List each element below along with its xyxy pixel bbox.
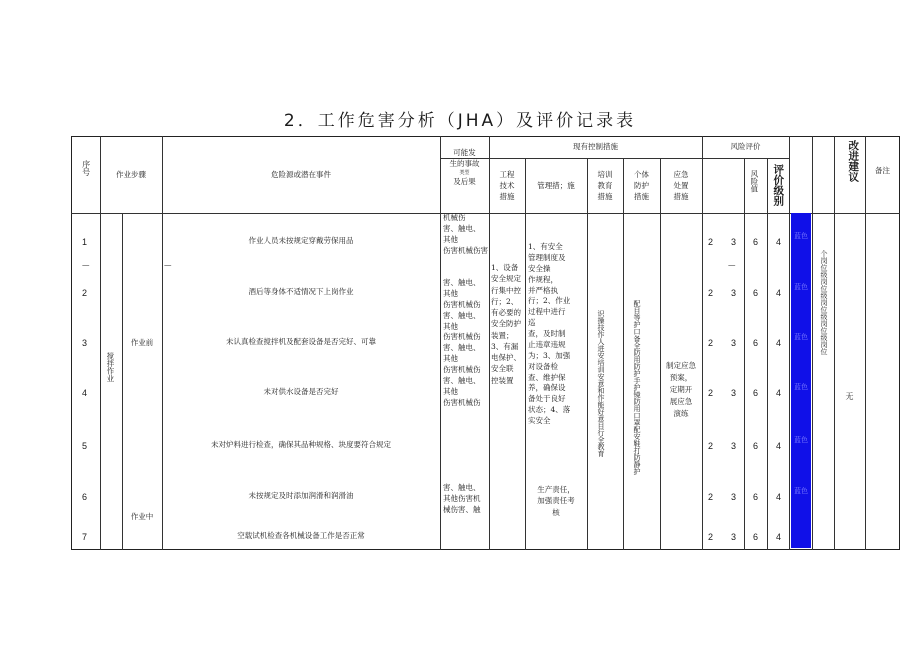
stage-during: 作业中	[130, 512, 154, 521]
risk-e: 3	[731, 338, 737, 348]
risk-level-color-bar	[791, 213, 811, 548]
header-accident: 可能发 生的事故 类型 及后果	[449, 148, 480, 186]
vline-11	[767, 158, 768, 550]
header-improve: 改进建议	[847, 140, 860, 182]
risk-r: 4	[776, 441, 782, 451]
row-number: 5	[82, 441, 88, 451]
risk-d: 6	[753, 237, 759, 247]
vline-7	[623, 158, 624, 550]
header-risk: 风险评价	[730, 142, 761, 151]
risk-r: 4	[776, 532, 782, 542]
risk-r: 4	[776, 237, 782, 247]
risk-e: 3	[731, 492, 737, 502]
hline-risk	[702, 158, 789, 159]
improvement-suggestion: 个岗位级岗位级岗位级岗位级岗位	[820, 250, 829, 355]
risk-d: 6	[753, 388, 759, 398]
header-training: 培训 教育 措施	[597, 170, 613, 201]
task-name: 搅拌作业	[105, 352, 115, 382]
hazard-text: 未对炉料进行检查，确保其品种规格、块度要符合规定	[211, 440, 391, 449]
header-level: 评价级别	[772, 164, 785, 206]
vline-14	[834, 136, 835, 550]
training-measures: 识操技作人进安培训安意和作能好意目行全教育	[597, 310, 606, 457]
risk-e: 3	[731, 388, 737, 398]
dash-mark: —	[164, 260, 172, 269]
vline-task	[122, 213, 123, 550]
row-number: 4	[82, 388, 88, 398]
risk-r: 4	[776, 388, 782, 398]
risk-d: 6	[753, 288, 759, 298]
vline-8	[660, 158, 661, 550]
risk-e: 3	[731, 288, 737, 298]
risk-d: 6	[753, 338, 759, 348]
header-hazard: 危险源或潜在事件	[271, 170, 331, 179]
row-number: 3	[82, 338, 88, 348]
accident-text: 害、触电、 其他 伤害机械伤 害、触电、 其他 伤害机械伤 害、触电、 其他 伤害机械伤 害、触电、 其他 伤害机械伤	[443, 278, 481, 407]
header-emergency: 应急 处置 措施	[673, 170, 689, 201]
header-existing-controls: 现有控制措施	[573, 142, 618, 151]
vline-15	[865, 136, 866, 550]
accident-text: 机械伤 害、触电、 其他 伤害机械伤害	[443, 213, 488, 255]
stage-before: 作业前	[130, 338, 154, 347]
risk-r: 4	[776, 288, 782, 298]
hazard-text: 未对供水设备是否完好	[263, 387, 339, 396]
risk-level-label: 蓝色	[794, 283, 808, 291]
dash-mark: —	[82, 260, 90, 269]
risk-level-label: 蓝色	[794, 487, 808, 495]
risk-e: 3	[731, 441, 737, 451]
risk-level-label: 蓝色	[794, 436, 808, 444]
hazard-text: 酒后等身体不适情况下上岗作业	[248, 287, 354, 296]
risk-level-label: 蓝色	[794, 333, 808, 341]
emergency-measures: 制定应急 预案， 定期开 展应急 演练	[666, 361, 696, 418]
risk-r: 4	[776, 338, 782, 348]
hazard-text: 未按规定及时添加润滑和润滑油	[248, 491, 354, 500]
risk-l: 2	[708, 441, 714, 451]
header-engineering: 工程 技术 措施	[499, 170, 515, 201]
management-measures-2: 生产责任， 加强责任考 核	[537, 485, 575, 517]
vline-13	[812, 136, 813, 550]
row-number: 7	[82, 532, 88, 542]
risk-l: 2	[708, 492, 714, 502]
risk-l: 2	[708, 338, 714, 348]
risk-l: 2	[708, 288, 714, 298]
hazard-text: 未认真检查搅拌机及配套设备是否完好、可靠	[226, 337, 376, 346]
vline-9	[702, 136, 703, 550]
risk-l: 2	[708, 237, 714, 247]
page-title: 2．工作危害分析（JHA）及评价记录表	[283, 111, 637, 131]
risk-e: 3	[731, 237, 737, 247]
vline-10	[744, 158, 745, 550]
risk-l: 2	[708, 532, 714, 542]
vline-3	[440, 136, 441, 550]
row-number: 2	[82, 288, 88, 298]
hazard-text: 作业人员未按规定穿戴劳保用品	[248, 236, 354, 245]
vline-6	[587, 158, 588, 550]
risk-d: 6	[753, 532, 759, 542]
vline-1	[100, 136, 101, 550]
hazard-text: 空载试机检查各机械设备工作是否正常	[237, 531, 365, 540]
ppe-measures: 配目等护口备全防用防护手护镜防用口罩配安鞋打防静护	[633, 300, 642, 475]
risk-d: 6	[753, 441, 759, 451]
header-ppe: 个体 防护 措施	[634, 170, 649, 201]
accident-text: 害、触电、 其他伤害机 械伤害、触	[443, 483, 481, 514]
risk-l: 2	[708, 388, 714, 398]
header-seq: 序号	[81, 160, 91, 176]
note-value: 无	[845, 392, 854, 401]
vline-12	[789, 136, 790, 550]
engineering-measures: 1、设备 安全规定 行集中控 行；2、 有必要的 安全防护 装置； 3、有漏 电保护、 安全联 控装置	[491, 263, 521, 385]
risk-level-label: 蓝色	[794, 383, 808, 391]
risk-d: 6	[753, 492, 759, 502]
row-number: 1	[82, 237, 88, 247]
risk-r: 4	[776, 492, 782, 502]
management-measures: 1、有安全 管理制度及 安全操 作规程， 并严格执 行；2、作业 过程中进行 巡 查，及时制 止违章违规 为；3、加强 对设备检 查、维护保 养，确保设 备处于良好 状态；4、落 实安全	[528, 242, 571, 425]
dash-mark: —	[728, 260, 736, 269]
risk-level-label: 蓝色	[794, 232, 808, 240]
header-management: 管理措；施	[537, 181, 575, 190]
header-step: 作业步骤	[116, 170, 146, 179]
header-risk-value: 风险值	[749, 170, 759, 193]
header-note: 备注	[875, 166, 890, 175]
row-number: 6	[82, 492, 88, 502]
risk-e: 3	[731, 532, 737, 542]
